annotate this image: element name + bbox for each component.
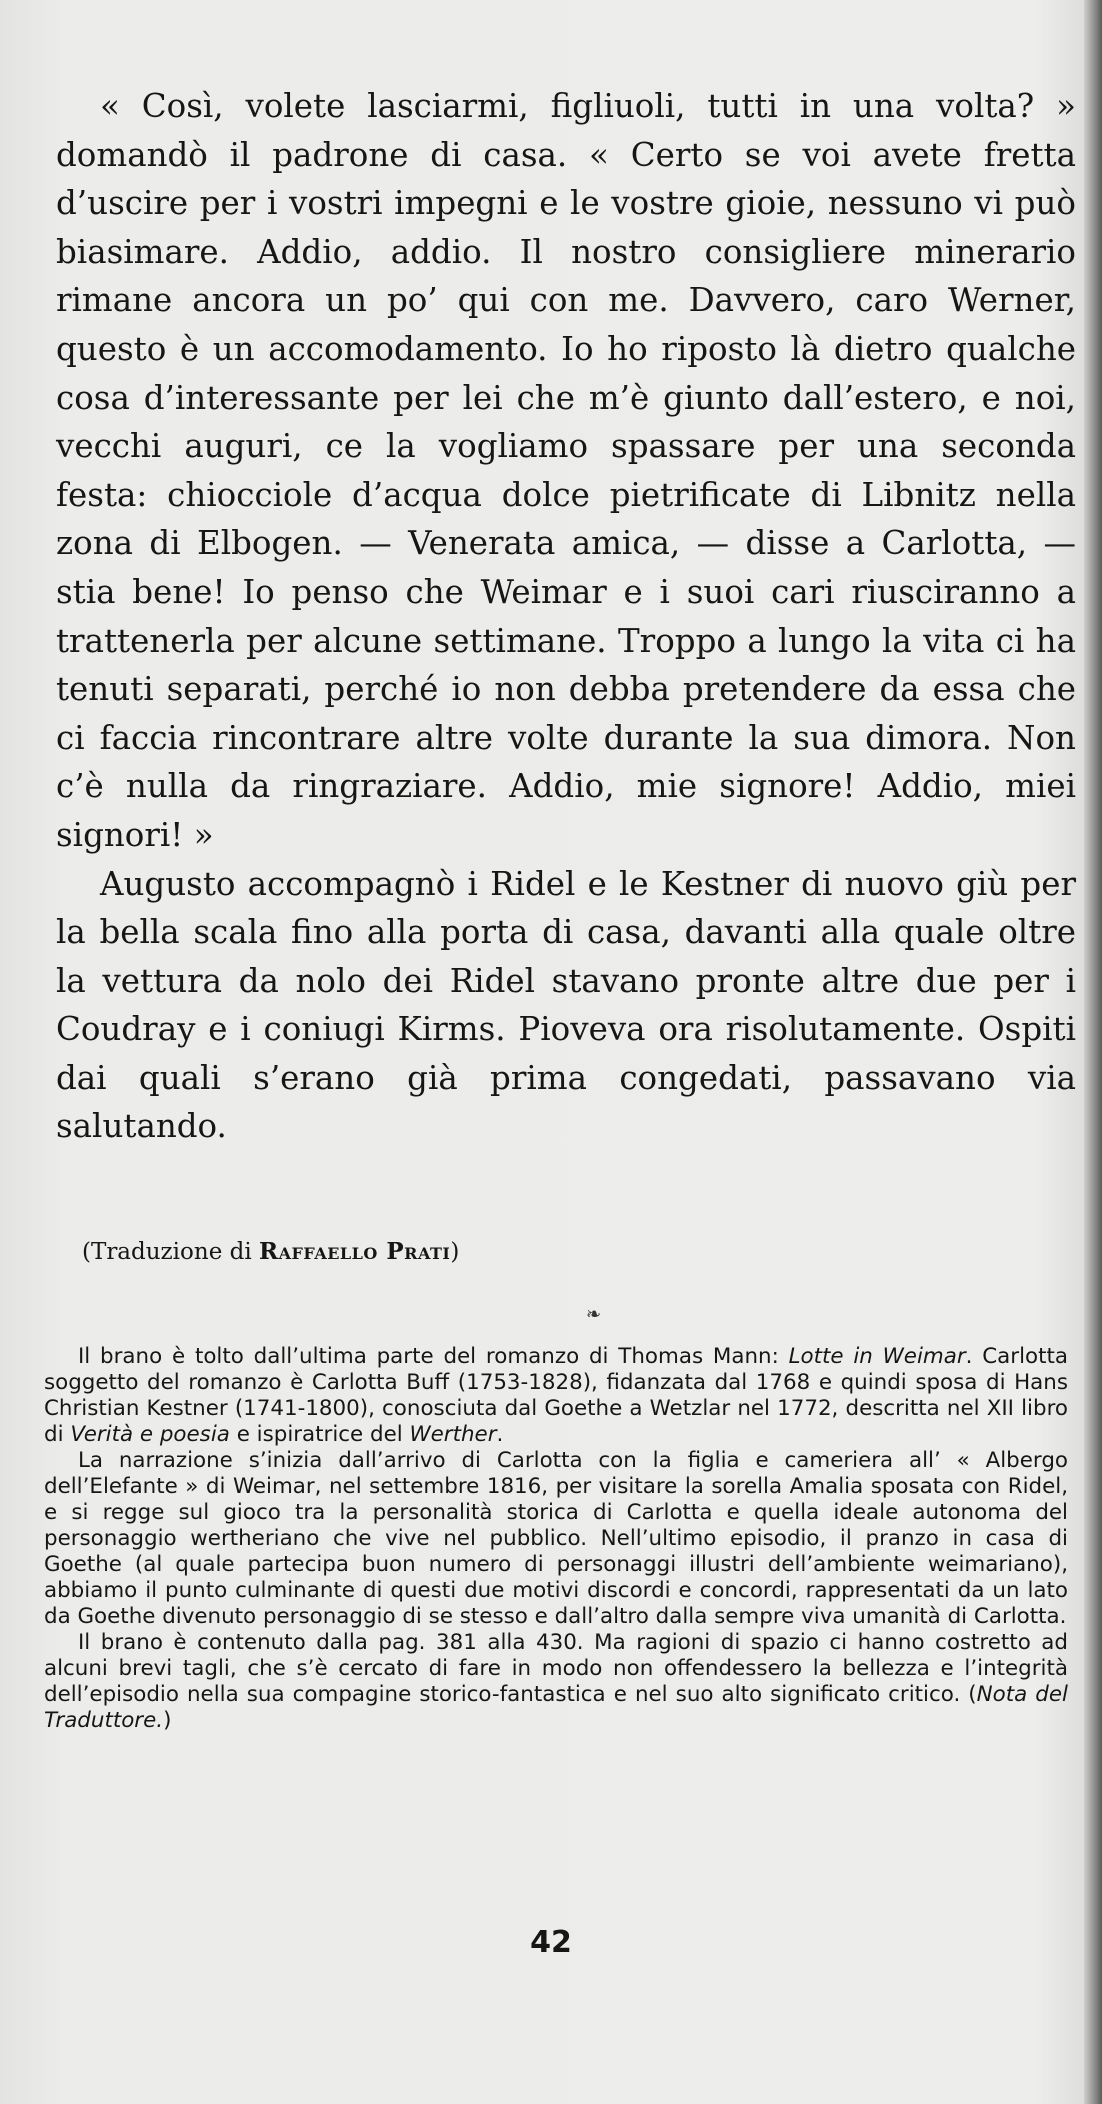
- editorial-notes: [44, 1344, 1068, 1734]
- note-paragraph-2: La narrazione s’inizia dall’arrivo di Carlotta con la figlia e cameriera all’ « Albergo dell’Elefante » di Weimar, nel settembre 1816, per visitare la sorella Amalia sposata con Ridel, e si regge sul gioco tra la personalità storica di Carlotta e quella ideale autonoma del personaggio wertheriano che vive nel pubblico. Nell’ultimo episodio, il pranzo in casa di Goethe (al quale partecipa buon numero di personaggi illustri dell’ambiente weimariano), abbiamo il punto culminante di questi due motivi discordi e concordi, rappresentati da un lato da Goethe divenuto personaggio di se stesso e dall’altro dalla sempre viva umanità di Carlotta.: [44, 1448, 1068, 1629]
- note-text: Il brano è contenuto dalla pag. 381 alla 430. Ma ragioni di spazio ci hanno costretto ad alcuni brevi tagli, che s’è cercato di fare in modo non offendessero la bellezza e l’integrità dell’episodio nella sua compagine storico-fantastica e nel suo alto significato critico. (: [44, 1630, 1068, 1707]
- ornament-mark: ❧: [586, 1304, 602, 1325]
- note-text: . Carlotta soggetto del romanzo è Carlotta Buff (1753-1828), fidanzata dal 1768 e quindi sposa di Hans Christian Kestner (1741-1800), conosciuta dal Goethe a Wetzlar nel 1772, descritta nel XII libro di: [44, 1344, 1068, 1447]
- book-title-verita: Verità e poesia: [70, 1422, 230, 1447]
- note-text: e ispiratrice del: [229, 1422, 410, 1447]
- book-title-werther: Werther: [409, 1422, 497, 1447]
- note-text: Il brano è tolto dall’ultima parte del romanzo di Thomas Mann:: [78, 1344, 789, 1369]
- credit-suffix: ): [450, 1239, 460, 1265]
- translator-note-label: Nota del Traduttore.: [44, 1682, 1068, 1733]
- main-text: [56, 82, 1076, 1151]
- translator-name: Raffaello Prati: [259, 1238, 451, 1265]
- page-edge-shadow: [1084, 0, 1102, 2104]
- note-paragraph-3: [44, 1630, 1068, 1734]
- translation-credit: [82, 1236, 982, 1268]
- paragraph-2: Augusto accompagnò i Ridel e le Kestner di nuovo giù per la bella scala fino alla porta di casa, davanti alla quale oltre la vettura da nolo dei Ridel stavano pronte altre due per i Coudray e i coniugi Kirms. Pioveva ora risolutamente. Ospiti dai quali s’erano già prima congedati, passavano via salutando.: [56, 864, 1076, 1146]
- note-text: .: [496, 1422, 504, 1447]
- book-title-lotte: Lotte in Weimar: [788, 1344, 966, 1369]
- credit-prefix: (Traduzione di: [82, 1239, 260, 1265]
- paragraph-1: « Così, volete lasciarmi, figliuoli, tutti in una volta? » domandò il padrone di casa. « Certo se voi avete fretta d’uscire per i vostri impegni e le vostre gioie, nessuno vi può biasimare. Addio, addio. Il nostro consigliere minerario rimane ancora un po’ qui con me. Davvero, caro Werner, questo è un accomodamento. Io ho riposto là dietro qualche cosa d’interessante per lei che m’è giunto dall’estero, e noi, vecchi auguri, ce la vogliamo spassare per una seconda festa: chiocciole d’acqua dolce pietrificate di Libnitz nella zona di Elbogen. — Venerata amica, — disse a Carlotta, — stia bene! Io penso che Weimar e i suoi cari riusciranno a trattenerla per alcune settimane. Troppo a lungo la vita ci ha tenuti separati, perché io non debba pretendere da essa che ci faccia rincontrare altre volte durante la sua dimora. Non c’è nulla da ringraziare. Addio, mie signore! Addio, miei signori! »: [56, 87, 1076, 854]
- note-paragraph-1: [44, 1344, 1068, 1448]
- note-text: ): [163, 1708, 172, 1733]
- page-number: 42: [530, 1925, 572, 1960]
